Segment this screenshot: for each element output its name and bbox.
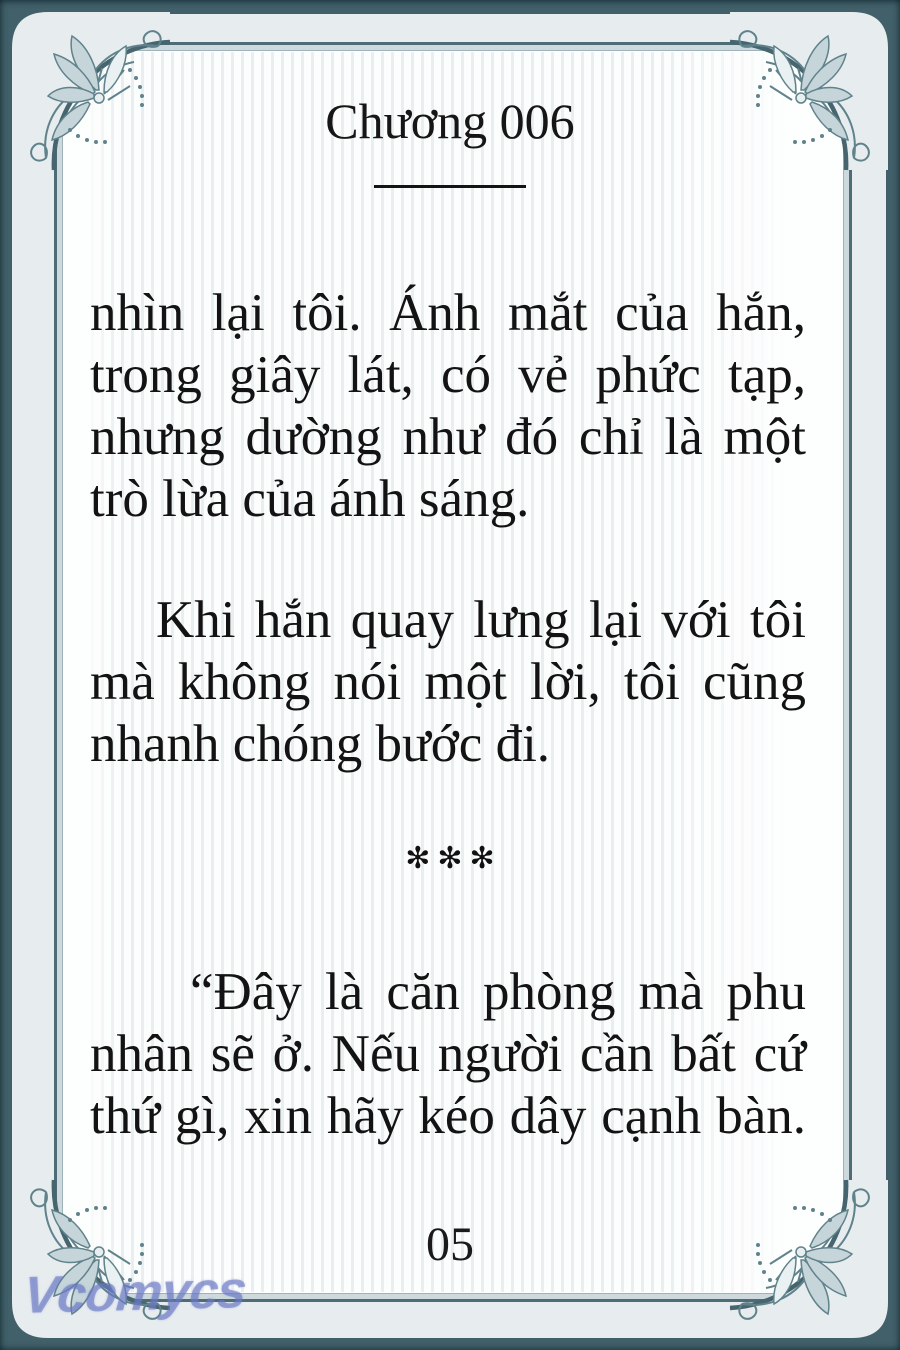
- text-line: nhìn lại tôi. Ánh mắt của hắn,: [90, 284, 806, 342]
- text-line: Khi hắn quay lưng lại với tôi: [156, 591, 806, 649]
- text-line: thứ gì, xin hãy kéo dây cạnh bàn.: [90, 1087, 806, 1145]
- text-line: nhưng dường như đó chỉ là một: [90, 408, 806, 466]
- paragraph: [90, 961, 806, 1147]
- site-watermark: Vcomycs: [21, 1261, 248, 1325]
- text-line: “Đây là căn phòng mà phu: [190, 963, 806, 1021]
- page-number: 05: [426, 1218, 474, 1271]
- text-line: trò lừa của ánh sáng.: [90, 470, 530, 528]
- scene-separator: ✻✻✻: [405, 841, 502, 876]
- text-line: trong giây lát, có vẻ phức tạp,: [90, 346, 806, 404]
- text-column: [90, 0, 806, 1350]
- paragraph: [90, 589, 806, 775]
- text-line: mà không nói một lời, tôi cũng: [90, 653, 806, 711]
- paragraph: [90, 282, 806, 530]
- text-line: nhân sẽ ở. Nếu người cần bất cứ: [90, 1025, 806, 1083]
- text-line: nhanh chóng bước đi.: [90, 715, 551, 773]
- chapter-title: Chương 006: [325, 93, 575, 149]
